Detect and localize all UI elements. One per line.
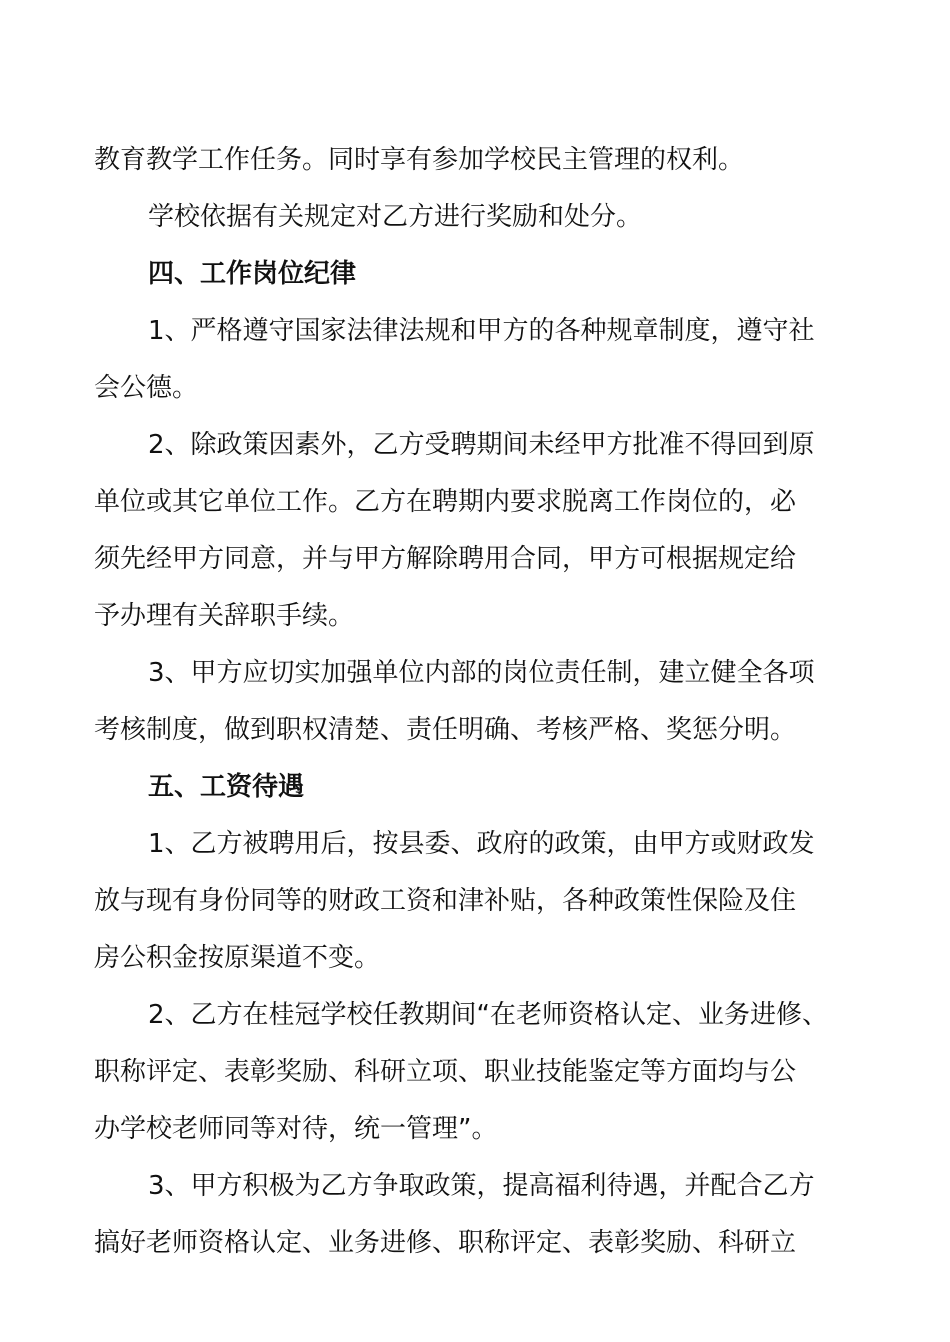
paragraph bbox=[94, 417, 870, 645]
section-heading-text: 四、工作岗位纪律 bbox=[148, 259, 357, 289]
paragraph bbox=[94, 645, 870, 759]
text-line: 教育教学工作任务。同时享有参加学校民主管理的权利。 bbox=[94, 145, 745, 175]
text-line: 考核制度，做到职权清楚、责任明确、考核严格、奖惩分明。 bbox=[94, 715, 797, 745]
text-line: 3、甲方应切实加强单位内部的岗位责任制，建立健全各项 bbox=[148, 658, 815, 688]
text-line: 予办理有关辞职手续。 bbox=[94, 601, 355, 631]
paragraph bbox=[94, 303, 870, 417]
text-line: 学校依据有关规定对乙方进行奖励和处分。 bbox=[148, 202, 643, 232]
text-line: 1、乙方被聘用后，按县委、政府的政策，由甲方或财政发 bbox=[148, 829, 815, 859]
paragraph bbox=[94, 132, 870, 189]
section-heading bbox=[94, 759, 870, 816]
paragraph bbox=[94, 1158, 870, 1272]
section-heading-text: 五、工资待遇 bbox=[148, 772, 305, 802]
text-line: 2、除政策因素外，乙方受聘期间未经甲方批准不得回到原 bbox=[148, 430, 815, 460]
text-line: 须先经甲方同意，并与甲方解除聘用合同，甲方可根据规定给 bbox=[94, 544, 797, 574]
document-body bbox=[94, 132, 870, 1272]
text-line: 3、甲方积极为乙方争取政策，提高福利待遇，并配合乙方 bbox=[148, 1171, 815, 1201]
text-line: 房公积金按原渠道不变。 bbox=[94, 943, 381, 973]
paragraph bbox=[94, 189, 870, 246]
paragraph bbox=[94, 987, 870, 1158]
text-line: 单位或其它单位工作。乙方在聘期内要求脱离工作岗位的，必 bbox=[94, 487, 797, 517]
text-line: 职称评定、表彰奖励、科研立项、职业技能鉴定等方面均与公 bbox=[94, 1057, 797, 1087]
text-line: 1、严格遵守国家法律法规和甲方的各种规章制度，遵守社 bbox=[148, 316, 815, 346]
section-heading bbox=[94, 246, 870, 303]
text-line: 办学校老师同等对待，统一管理”。 bbox=[94, 1114, 498, 1144]
text-line: 放与现有身份同等的财政工资和津补贴，各种政策性保险及住 bbox=[94, 886, 797, 916]
text-line: 搞好老师资格认定、业务进修、职称评定、表彰奖励、科研立 bbox=[94, 1228, 797, 1258]
text-line: 会公德。 bbox=[94, 373, 199, 403]
paragraph bbox=[94, 816, 870, 987]
text-line: 2、乙方在桂冠学校任教期间“在老师资格认定、业务进修、 bbox=[148, 1000, 829, 1030]
